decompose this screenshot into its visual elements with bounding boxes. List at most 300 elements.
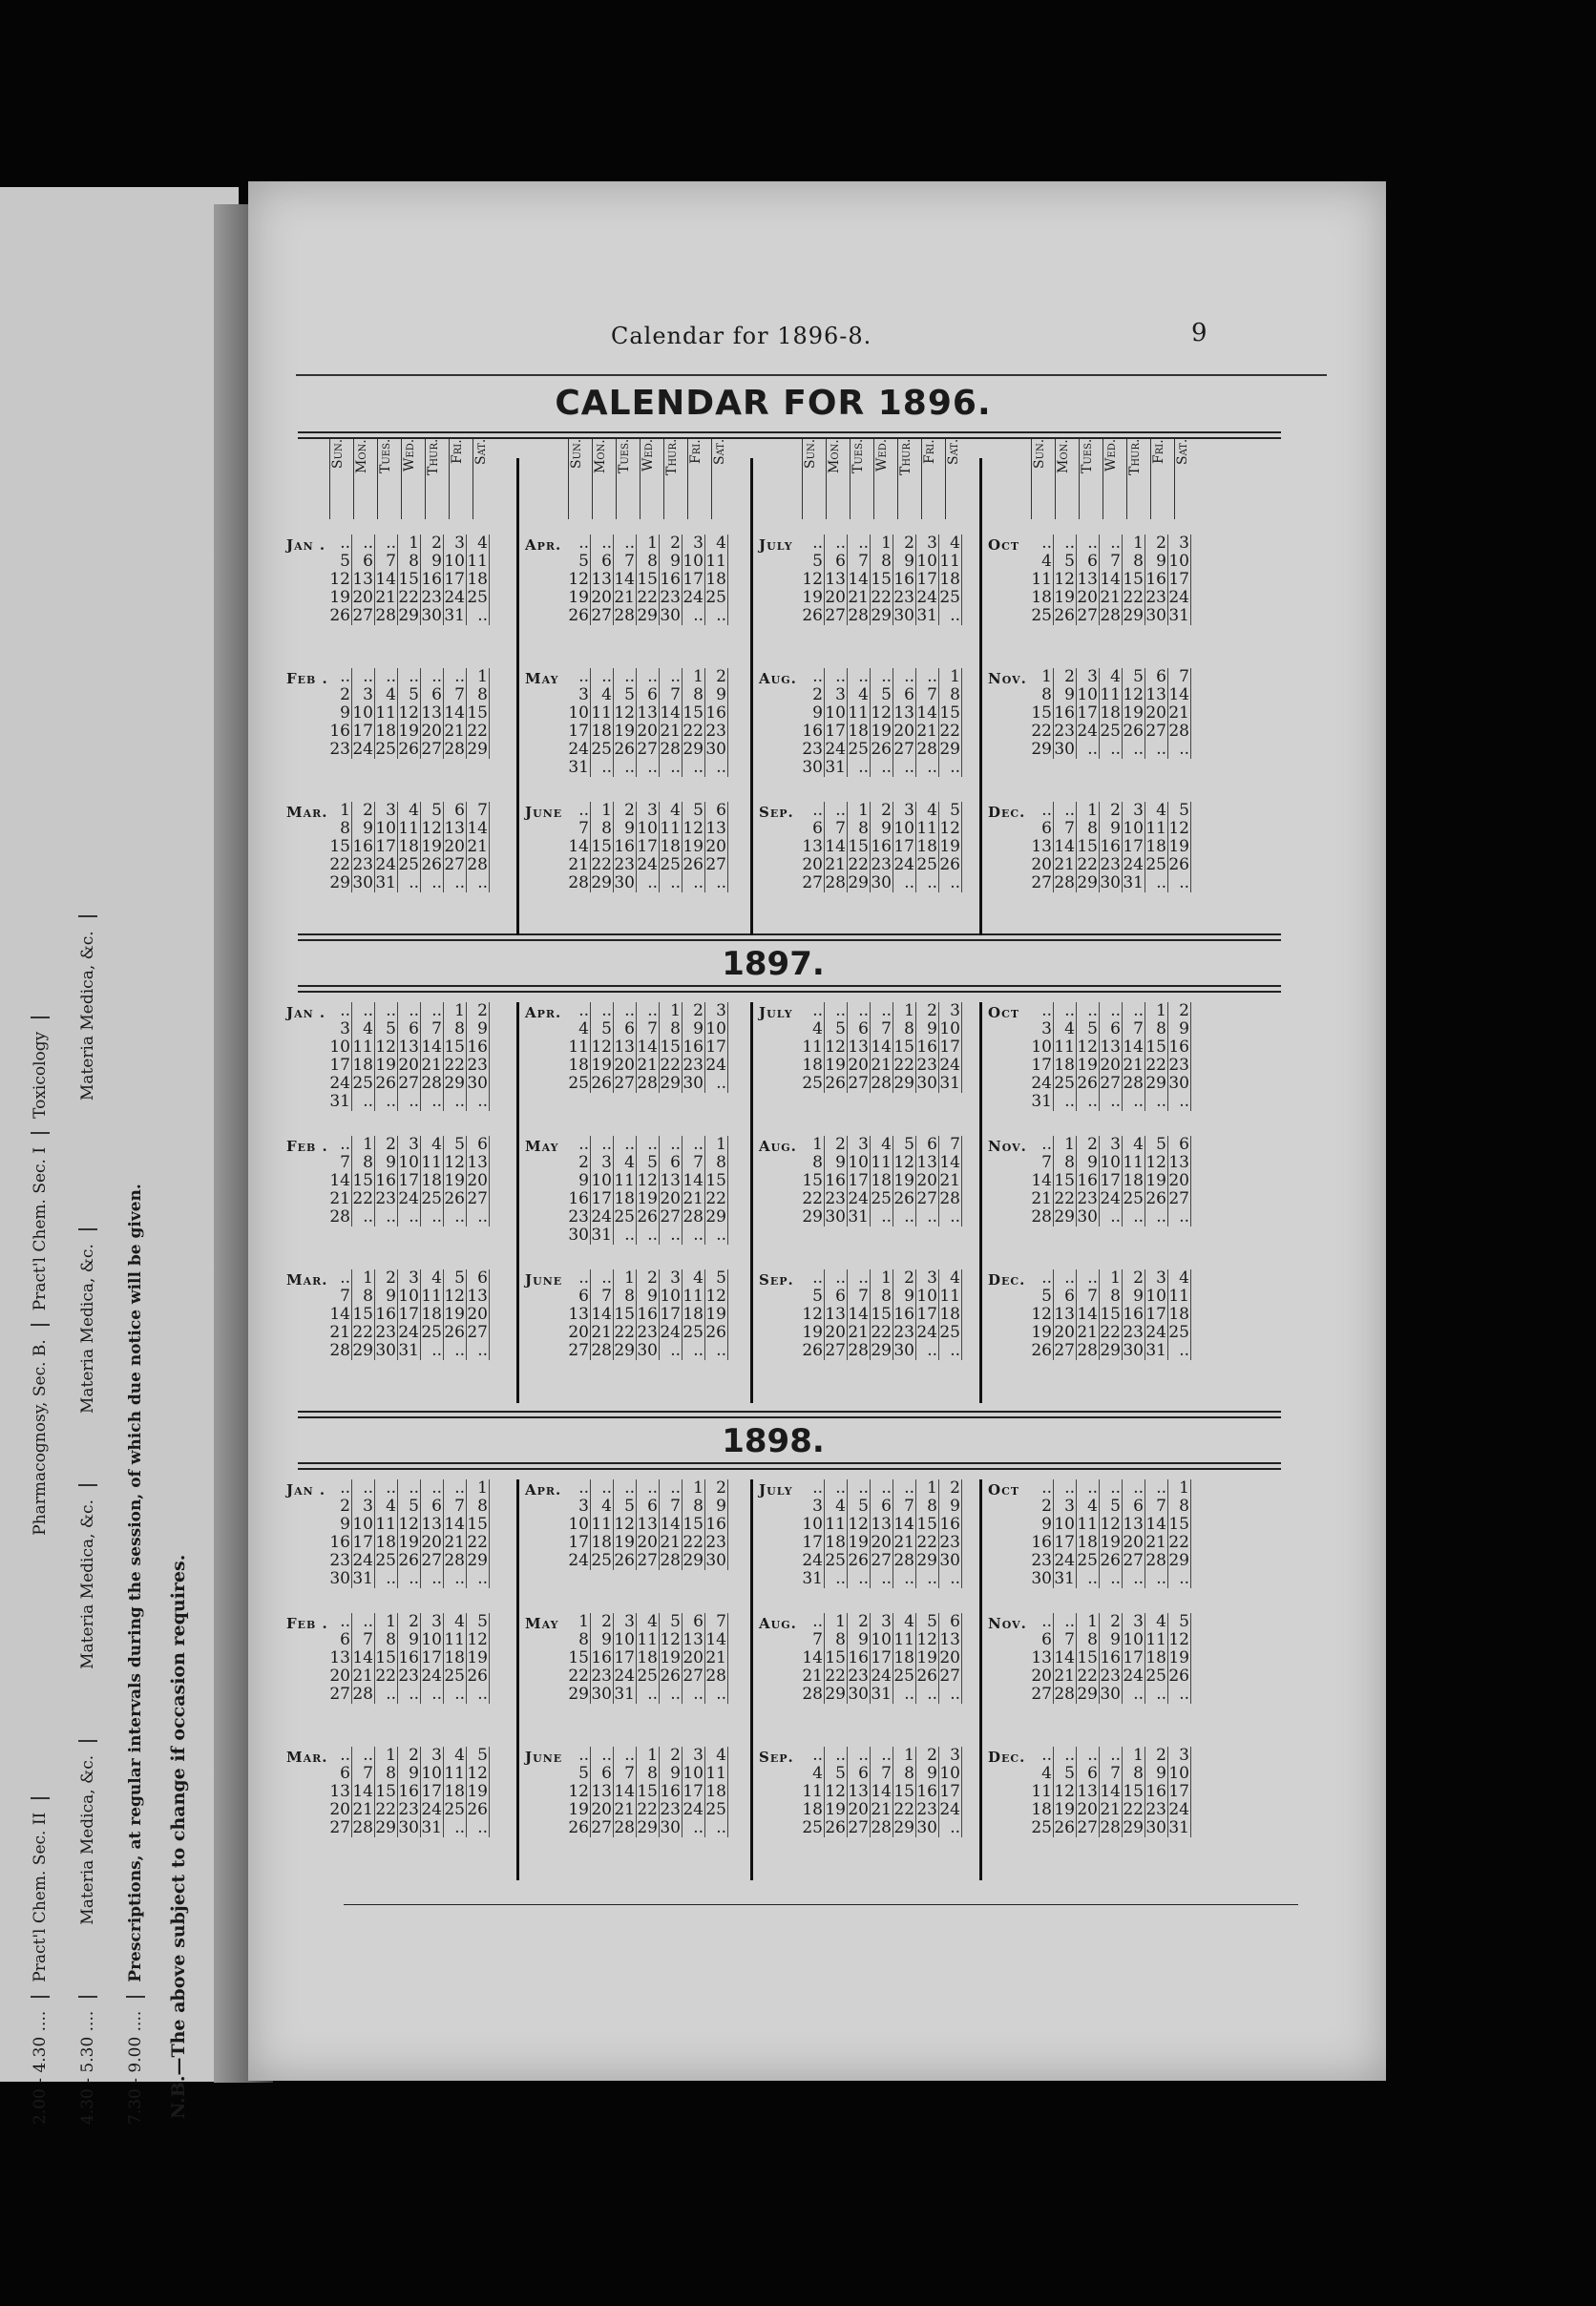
day-cell: 17 (1168, 570, 1189, 589)
day-cell: 25 (705, 1800, 726, 1819)
header-rule (296, 374, 1327, 376)
day-cell: 15 (1145, 1038, 1166, 1057)
week-row (568, 1819, 728, 1837)
day-cell: 19 (705, 1305, 726, 1324)
title-1897: 1897. (722, 945, 825, 983)
day-cell: .. (444, 1479, 467, 1498)
day-cell: .. (467, 1819, 490, 1837)
day-cell: 4 (1145, 1613, 1168, 1631)
week-row (568, 1154, 728, 1172)
day-cell: 13 (591, 570, 612, 589)
day-cell: 25 (375, 1551, 396, 1570)
day-cell: .. (1031, 1269, 1054, 1288)
day-cell: 28 (802, 1685, 823, 1704)
day-cell: 28 (444, 1551, 465, 1570)
day-cell: 25 (1031, 606, 1052, 625)
month-grid-1896-july (802, 535, 962, 625)
day-cell: 3 (848, 1136, 871, 1154)
week-row (1031, 1154, 1191, 1172)
day-cell: .. (825, 1747, 848, 1765)
day-cell: .. (1145, 1570, 1168, 1588)
day-cell: 25 (1077, 1551, 1098, 1570)
day-cell: 6 (1077, 553, 1100, 571)
day-cell: 12 (871, 703, 892, 723)
day-cell: 14 (444, 1515, 465, 1534)
day-cell: 21 (825, 855, 846, 874)
day-cell: .. (375, 1479, 398, 1498)
day-cell: 23 (1145, 588, 1166, 607)
day-cell: 8 (444, 1020, 467, 1038)
day-cell: .. (939, 874, 962, 892)
day-cell: 13 (329, 1648, 350, 1667)
day-cell: 27 (1145, 722, 1166, 741)
day-cell: 22 (1054, 1189, 1075, 1208)
week-row (802, 1172, 962, 1190)
day-cell: 21 (444, 1533, 465, 1552)
day-cell: 30 (421, 606, 442, 625)
day-cell: 27 (825, 606, 846, 625)
day-cell: 25 (705, 588, 726, 607)
day-cell: 7 (871, 1020, 893, 1038)
day-cell: 27 (568, 1341, 589, 1360)
day-cell: 12 (591, 1038, 612, 1057)
day-cell: 10 (1168, 552, 1189, 571)
day-cell: 6 (421, 1498, 444, 1516)
week-row (568, 704, 728, 723)
day-cell: 8 (939, 686, 962, 704)
day-cell: 31 (375, 873, 396, 892)
day-cell: 16 (939, 1515, 960, 1534)
day-cell: 25 (893, 1667, 914, 1686)
day-cell: 8 (375, 1765, 398, 1783)
day-cell: .. (660, 1226, 682, 1245)
month-grid-1898-june (568, 1747, 728, 1837)
day-cell: .. (637, 1686, 660, 1704)
day-cell: .. (568, 535, 591, 553)
day-cell: 28 (871, 1074, 892, 1093)
day-cell: 23 (1123, 1323, 1144, 1342)
day-cell: 6 (444, 802, 467, 820)
week-row (802, 1783, 962, 1801)
day-cell: 19 (398, 1533, 419, 1552)
day-cell: 19 (614, 722, 635, 741)
day-cell: 13 (1123, 1515, 1144, 1534)
day-cell: 26 (637, 1207, 658, 1226)
day-cell: 26 (421, 855, 442, 874)
day-cell: 6 (682, 1613, 705, 1631)
day-cell: 10 (568, 1515, 589, 1534)
day-cell: 16 (352, 837, 373, 856)
day-cell: .. (1168, 741, 1191, 759)
day-cell: 17 (1168, 1782, 1189, 1801)
column-separator (750, 458, 753, 935)
day-header: Wed. (401, 439, 425, 519)
month-grid-1897-june (568, 1269, 728, 1360)
day-cell: 16 (568, 1189, 589, 1208)
day-cell: 10 (825, 703, 846, 723)
day-cell: 23 (1100, 855, 1121, 874)
day-cell: 5 (871, 686, 893, 704)
week-row (802, 1498, 962, 1516)
day-cell: 5 (444, 1136, 467, 1154)
day-cell: .. (614, 1002, 637, 1020)
column-separator (516, 1479, 519, 1880)
day-cell: 26 (375, 1074, 396, 1093)
month-grid-1896-sep (802, 802, 962, 892)
day-cell: 20 (660, 1189, 681, 1208)
day-cell: 8 (375, 1631, 398, 1649)
day-cell: 18 (614, 1189, 635, 1208)
day-cell: .. (421, 1686, 444, 1704)
week-row (568, 1479, 728, 1498)
day-cell: 6 (614, 1020, 637, 1038)
day-cell: .. (1100, 1002, 1123, 1020)
day-cell: 6 (467, 1269, 490, 1288)
day-cell: 9 (802, 704, 825, 723)
day-cell: 13 (614, 1038, 635, 1057)
month-label-june: June (525, 1271, 563, 1289)
day-cell: 4 (352, 1020, 375, 1038)
day-cell: 7 (660, 686, 682, 704)
day-cell: 30 (1054, 740, 1075, 759)
day-cell: 7 (1077, 1288, 1100, 1306)
day-cell: .. (802, 1613, 825, 1631)
day-cell: .. (444, 1570, 467, 1588)
day-cell: 22 (398, 588, 419, 607)
day-cell: 5 (802, 553, 825, 571)
day-cell: .. (848, 1747, 871, 1765)
day-cell: 4 (467, 535, 490, 553)
day-cell: 10 (1100, 1153, 1121, 1172)
day-cell: 14 (939, 1153, 960, 1172)
day-cell: 22 (1123, 1800, 1144, 1819)
day-cell: 8 (467, 686, 490, 704)
day-cell: 2 (1054, 668, 1077, 686)
day-cell: 17 (871, 1648, 892, 1667)
day-cell: 31 (825, 758, 846, 777)
day-cell: .. (467, 1570, 490, 1588)
day-cell: 2 (660, 535, 682, 553)
day-cell: 14 (614, 570, 635, 589)
day-header: Sat. (945, 439, 969, 519)
day-cell: .. (660, 668, 682, 686)
month-label-may: May (525, 1615, 559, 1632)
day-cell: 29 (1123, 606, 1144, 625)
day-cell: 26 (568, 1818, 589, 1837)
week-row (802, 838, 962, 856)
day-cell: 7 (444, 686, 467, 704)
day-cell: 26 (682, 855, 704, 874)
day-cell: 10 (682, 552, 704, 571)
day-cell: 20 (1145, 703, 1166, 723)
day-cell: .. (1168, 1093, 1191, 1111)
day-header: Sun. (1031, 439, 1055, 519)
day-cell: 25 (1123, 1189, 1144, 1208)
day-cell: 12 (1123, 685, 1144, 704)
day-cell: 8 (1031, 686, 1054, 704)
month-label-sep: Sep. (759, 1271, 794, 1289)
day-cell: .. (871, 759, 893, 777)
day-cell: 1 (614, 1269, 637, 1288)
day-cell: 30 (467, 1074, 488, 1093)
day-cell: 6 (591, 1765, 614, 1783)
day-cell: 9 (916, 1020, 939, 1038)
day-cell: 22 (637, 1800, 658, 1819)
day-cell: 1 (375, 1747, 398, 1765)
month-grid-1897-sep (802, 1269, 962, 1360)
day-cell: 23 (467, 1056, 488, 1075)
day-cell: 19 (444, 1171, 465, 1190)
day-cell: 25 (614, 1207, 635, 1226)
day-cell: 7 (352, 1631, 375, 1649)
week-row (568, 1226, 728, 1245)
day-cell: 3 (682, 1747, 705, 1765)
day-cell: 10 (1145, 1287, 1166, 1306)
day-cell: 14 (1100, 570, 1121, 589)
day-cell: 20 (705, 837, 726, 856)
time-slot-1: 2.00 - 4.30 .... (31, 1996, 50, 2138)
day-cell: 25 (802, 1074, 823, 1093)
week-row (568, 1552, 728, 1570)
day-cell: 24 (802, 1551, 823, 1570)
day-cell: 11 (705, 1764, 726, 1783)
day-cell: 10 (682, 1764, 704, 1783)
day-cell: 16 (375, 1305, 396, 1324)
day-cell: 20 (825, 1323, 846, 1342)
day-cell: 13 (802, 837, 823, 856)
day-cell: 15 (916, 1515, 937, 1534)
day-cell: 27 (614, 1074, 635, 1093)
day-cell: .. (421, 1002, 444, 1020)
day-cell: 13 (1077, 570, 1098, 589)
day-cell: .. (637, 1002, 660, 1020)
week-row (1031, 1819, 1191, 1837)
day-cell: 1 (893, 1747, 916, 1765)
day-cell: 23 (398, 1800, 419, 1819)
divider (298, 1462, 1281, 1470)
day-cell: 25 (1100, 722, 1121, 741)
week-row (568, 686, 728, 704)
day-cell: 30 (375, 1341, 396, 1360)
day-cell: .. (637, 1226, 660, 1245)
day-cell: 13 (1077, 1782, 1098, 1801)
day-cell: 9 (1123, 1288, 1145, 1306)
day-cell: .. (352, 1093, 375, 1111)
day-cell: 1 (916, 1479, 939, 1498)
month-grid-1897-feb (329, 1136, 490, 1226)
day-cell: 12 (1031, 1305, 1052, 1324)
day-cell: 6 (591, 553, 614, 571)
day-cell: 8 (682, 1498, 705, 1516)
day-cell: 3 (352, 686, 375, 704)
day-cell: 10 (939, 1764, 960, 1783)
day-cell: 15 (614, 1305, 635, 1324)
day-cell: 11 (444, 1764, 465, 1783)
day-cell: .. (1145, 1093, 1168, 1111)
day-cell: 13 (1100, 1038, 1121, 1057)
week-row (329, 686, 490, 704)
day-cell: 9 (1054, 686, 1077, 704)
day-cell: 20 (682, 1648, 704, 1667)
day-cell: 10 (591, 1171, 612, 1190)
day-cell: 12 (444, 1287, 465, 1306)
week-row (568, 1288, 728, 1306)
day-cell: 22 (848, 855, 869, 874)
day-cell: 30 (398, 1818, 419, 1837)
day-cell: 20 (1168, 1171, 1189, 1190)
day-cell: 29 (871, 1341, 892, 1360)
day-cell: 31 (871, 1685, 892, 1704)
day-cell: 25 (1031, 1818, 1052, 1837)
day-cell: 3 (1168, 1747, 1191, 1765)
day-cell: 28 (568, 873, 589, 892)
week-row (568, 1038, 728, 1057)
week-row (568, 1534, 728, 1552)
day-cell: 14 (568, 837, 589, 856)
day-cell: 28 (660, 740, 681, 759)
week-row (1031, 607, 1191, 625)
day-cell: 4 (591, 1498, 614, 1516)
day-cell: 16 (893, 570, 914, 589)
month-grid-1898-mar (329, 1747, 490, 1837)
week-row (329, 1057, 490, 1075)
day-cell: .. (375, 1686, 398, 1704)
month-label-mar: Mar. (286, 804, 328, 821)
day-cell: 4 (1077, 1498, 1100, 1516)
week-row (568, 571, 728, 589)
day-cell: 14 (660, 1515, 681, 1534)
day-cell: 30 (825, 1207, 846, 1226)
day-cell: 4 (1145, 802, 1168, 820)
day-cell: 26 (1168, 1667, 1189, 1686)
day-cell: 21 (467, 837, 488, 856)
day-cell: 23 (893, 588, 914, 607)
day-cell: 2 (1100, 802, 1123, 820)
month-grid-1897-aug (802, 1136, 962, 1226)
day-cell: 12 (467, 1764, 488, 1783)
day-cell: 5 (637, 1154, 660, 1172)
day-cell: 19 (398, 722, 419, 741)
day-cell: 25 (1054, 1074, 1075, 1093)
day-cell: .. (421, 1479, 444, 1498)
day-cell: 18 (682, 1305, 704, 1324)
day-cell: 22 (916, 1533, 937, 1552)
day-cell: 11 (705, 552, 726, 571)
day-cell: 28 (1100, 606, 1121, 625)
day-cell: 16 (1145, 570, 1166, 589)
day-cell: 20 (1077, 588, 1098, 607)
week-row (1031, 668, 1191, 686)
day-cell: 20 (893, 722, 914, 741)
day-cell: 12 (1100, 1515, 1121, 1534)
day-cell: 26 (467, 1800, 488, 1819)
day-cell: .. (682, 874, 705, 892)
day-cell: 15 (467, 1515, 488, 1534)
day-cell: 22 (568, 1667, 589, 1686)
day-cell: 22 (893, 1800, 914, 1819)
day-cell: 1 (591, 802, 614, 820)
day-cell: 8 (1054, 1154, 1077, 1172)
week-row (802, 1667, 962, 1686)
day-cell: 26 (825, 1074, 846, 1093)
day-cell: 24 (682, 588, 704, 607)
day-cell: 12 (614, 1515, 635, 1534)
day-cell: 30 (1077, 1207, 1098, 1226)
day-header: Mon. (826, 439, 850, 519)
day-cell: 24 (916, 1323, 937, 1342)
day-cell: 15 (1123, 570, 1144, 589)
day-cell: 30 (682, 1074, 704, 1093)
day-cell: 21 (329, 1323, 350, 1342)
week-row (802, 1686, 962, 1704)
day-cell: 8 (591, 820, 614, 838)
day-cell: 22 (1077, 855, 1098, 874)
day-cell: 26 (444, 1189, 465, 1208)
day-cell: 20 (421, 722, 442, 741)
day-cell: 27 (682, 1667, 704, 1686)
day-cell: 27 (444, 855, 465, 874)
day-cell: 24 (375, 855, 396, 874)
week-row (329, 1002, 490, 1020)
day-cell: 23 (802, 740, 823, 759)
day-cell: 17 (893, 837, 914, 856)
day-cell: 6 (871, 1498, 893, 1516)
day-cell: 29 (848, 873, 869, 892)
day-cell: .. (591, 1747, 614, 1765)
day-cell: 3 (916, 1269, 939, 1288)
day-cell: 30 (637, 1341, 658, 1360)
day-cell: 24 (352, 740, 373, 759)
day-cell: .. (398, 1570, 421, 1588)
day-cell: 8 (1077, 820, 1100, 838)
day-cell: 16 (467, 1038, 488, 1057)
day-cell: 1 (939, 668, 962, 686)
day-cell: 18 (421, 1305, 442, 1324)
day-cell: 15 (329, 837, 350, 856)
day-cell: 14 (1077, 1305, 1098, 1324)
day-cell: 29 (1168, 1551, 1189, 1570)
day-cell: 14 (1123, 1038, 1144, 1057)
day-cell: 19 (848, 1533, 869, 1552)
day-cell: .. (1031, 1479, 1054, 1498)
month-grid-1897-oct (1031, 1002, 1191, 1111)
day-cell: .. (637, 1136, 660, 1154)
month-grid-1898-july (802, 1479, 962, 1588)
day-cell: 3 (614, 1613, 637, 1631)
day-cell: .. (939, 1342, 962, 1360)
day-cell: .. (1054, 802, 1077, 820)
day-cell: 20 (614, 1056, 635, 1075)
day-cell: 12 (1168, 1630, 1189, 1649)
day-cell: .. (1145, 741, 1168, 759)
day-cell: 20 (1031, 1667, 1052, 1686)
day-cell: 31 (802, 1569, 823, 1588)
day-cell: 8 (1145, 1020, 1168, 1038)
day-cell: 28 (421, 1074, 442, 1093)
day-cell: 5 (1123, 668, 1145, 686)
week-row (802, 686, 962, 704)
day-cell: .. (705, 1075, 728, 1093)
day-cell: 24 (1168, 1800, 1189, 1819)
day-cell: 7 (848, 1288, 871, 1306)
day-cell: 11 (444, 1630, 465, 1649)
week-row (329, 1631, 490, 1649)
week-row (1031, 1649, 1191, 1667)
day-cell: 23 (421, 588, 442, 607)
day-cell: .. (893, 874, 916, 892)
day-cell: 20 (1031, 855, 1052, 874)
week-row (1031, 1057, 1191, 1075)
